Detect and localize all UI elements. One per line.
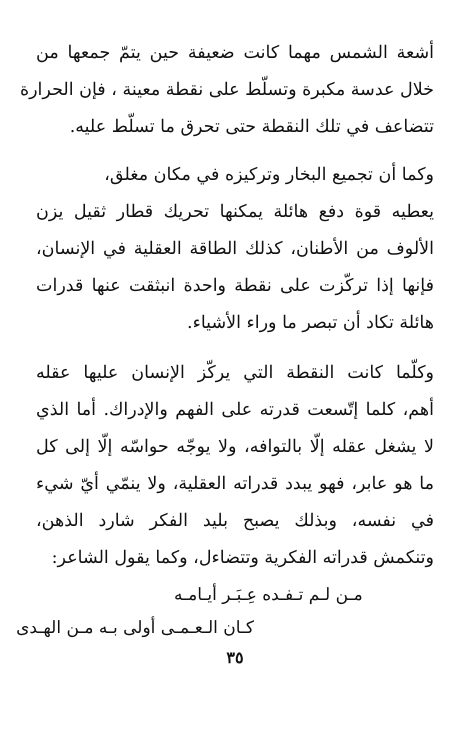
paragraph-2-line-1: وكما أن تجميع البخار وتركيزه في مكان مغلق،	[104, 165, 434, 185]
verse-line-2: كـان الـعـمـى أولى بـه مـن الهـدى	[16, 618, 254, 638]
paragraph-1-line-2: خلال عدسة مكبرة وتسلّط على نقطة معينة ، فإن الحرارة	[19, 80, 434, 100]
paragraph-3-line-2: أهم، كلما إتّسعت قدرته على الفهم والإدراك. أما الذي	[36, 400, 434, 420]
verse-line-1: مـن لـم تـفـده عِـبَـر أيـامـه	[174, 585, 363, 605]
page-number: ٣٥	[226, 648, 244, 667]
paragraph-2-line-5: هائلة تكاد أن تبصر ما وراء الأشياء.	[187, 313, 434, 333]
paragraph-1-line-1: أشعة الشمس مهما كانت ضعيفة حين يتمّ جمعها من	[36, 43, 434, 63]
paragraph-2-line-4: فإنها إذا تركّزت على نقطة واحدة انبثقت عنها قدرات	[36, 276, 434, 296]
paragraph-3-line-5: في نفسه، وبذلك يصبح بليد الفكر شارد الذهن،	[36, 511, 434, 531]
paragraph-3-line-3: لا يشغل عقله إلّا بالتوافه، ولا يوجّه حواسّه إلّا إلى كل	[36, 437, 434, 457]
paragraph-1-line-3: تتضاعف في تلك النقطة حتى تحرق ما تسلّط عليه.	[69, 117, 434, 137]
paragraph-2-line-2: يعطيه قوة دفع هائلة يمكنها تحريك قطار ثقيل يزن	[36, 202, 434, 222]
paragraph-3-line-1: وكلّما كانت النقطة التي يركّز الإنسان عليها عقله	[36, 363, 434, 383]
paragraph-2-line-3: الألوف من الأطنان، كذلك الطاقة العقلية في الإنسان،	[36, 239, 434, 259]
paragraph-3-line-4: ما هو عابر، فهو يبدد قدراته العقلية، ولا ينمّي أيّ شيء	[36, 474, 434, 494]
paragraph-3-line-6: وتنكمش قدراته الفكرية وتتضاءل، وكما يقول الشاعر:	[51, 548, 434, 568]
